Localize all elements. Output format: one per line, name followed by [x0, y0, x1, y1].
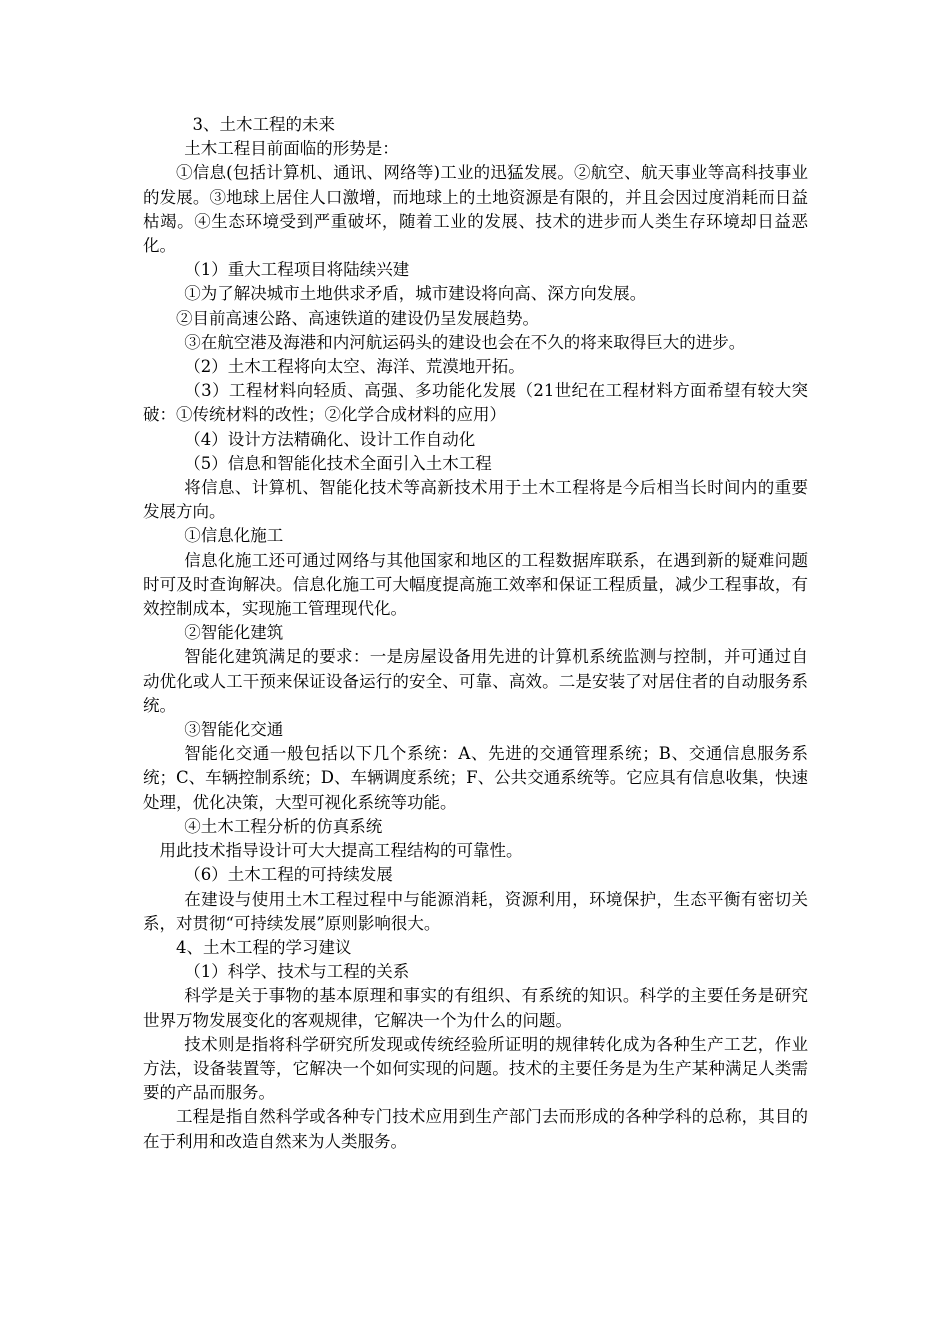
paragraph: 用此技术指导设计可大大提高工程结构的可靠性。: [159, 841, 523, 861]
subheading: （6）土木工程的可持续发展: [184, 865, 393, 885]
paragraph: 科学是关于事物的基本原理和事实的有组织、有系统的知识。科学的主要任务是研究世界万物发展变化的客观规律，它解决一个为什么的问题。: [143, 986, 808, 1030]
paragraph: ③在航空港及海港和内河航运码头的建设也会在不久的将来取得巨大的进步。: [184, 332, 746, 352]
paragraph: 土木工程目前面临的形势是：: [184, 139, 399, 159]
paragraph: 智能化建筑满足的要求：一是房屋设备用先进的计算机系统监测与控制，并可通过自动优化或人工干预来保证设备运行的安全、可靠、高效。二是安装了对居住者的自动服务系统。: [143, 647, 808, 715]
document-body: [143, 113, 808, 1154]
subheading: （5）信息和智能化技术全面引入土木工程: [184, 453, 492, 473]
subheading: ④土木工程分析的仿真系统: [184, 816, 383, 836]
paragraph: 将信息、计算机、智能化技术等高新技术用于土木工程将是今后相当长时间内的重要发展方向。: [143, 478, 808, 522]
subheading: ③智能化交通: [184, 720, 284, 740]
paragraph: 技术则是指将科学研究所发现或传统经验所证明的规律转化成为各种生产工艺，作业方法，设备装置等，它解决一个如何实现的问题。技术的主要任务是为生产某种满足人类需要的产品而服务。: [143, 1034, 808, 1103]
paragraph: 信息化施工还可通过网络与其他国家和地区的工程数据库联系，在遇到新的疑难问题时可及时查询解决。信息化施工可大幅度提高施工效率和保证工程质量，减少工程事故，有效控制成本，实现施工管理现代化。: [143, 550, 808, 619]
subheading: （1）科学、技术与工程的关系: [184, 962, 410, 982]
section-heading-future: 3、土木工程的未来: [192, 115, 335, 134]
subheading: （3）工程材料向轻质、高强、多功能化发展（21世纪在工程材料方面希望有较大突破：①传统材料的改性；②化学合成材料的应用）: [143, 381, 808, 425]
subheading: （2）土木工程将向太空、海洋、荒漠地开拓。: [184, 357, 525, 377]
subheading: ①信息化施工: [184, 526, 284, 546]
paragraph: ②目前高速公路、高速铁道的建设仍呈发展趋势。: [176, 308, 539, 328]
section-heading-study-advice: 4、土木工程的学习建议: [176, 937, 352, 957]
paragraph: ①为了解决城市土地供求矛盾，城市建设将向高、深方向发展。: [184, 284, 647, 304]
paragraph: 智能化交通一般包括以下几个系统：A、先进的交通管理系统；B、交通信息服务系统；C、车辆控制系统；D、车辆调度系统；F、公共交通系统等。它应具有信息收集，快速处理，优化决策，大型可视化系统等功能。: [143, 744, 808, 812]
paragraph: 工程是指自然科学或各种专门技术应用到生产部门去而形成的各种学科的总称，其目的在于利用和改造自然来为人类服务。: [143, 1107, 808, 1151]
subheading: ②智能化建筑: [184, 623, 284, 643]
paragraph: ①信息(包括计算机、通讯、网络等)工业的迅猛发展。②航空、航天事业等高科技事业的发展。③地球上居住人口激增，而地球上的土地资源是有限的，并且会因过度消耗而日益枯竭。④生态环境受到严重破坏，随着工业的发展、技术的进步而人类生存环境却日益恶化。: [143, 163, 808, 256]
subheading: （1）重大工程项目将陆续兴建: [184, 260, 410, 280]
paragraph: 在建设与使用土木工程过程中与能源消耗，资源利用，环境保护，生态平衡有密切关系，对贯彻“可持续发展”原则影响很大。: [143, 889, 808, 933]
subheading: （4）设计方法精确化、设计工作自动化: [184, 429, 476, 449]
